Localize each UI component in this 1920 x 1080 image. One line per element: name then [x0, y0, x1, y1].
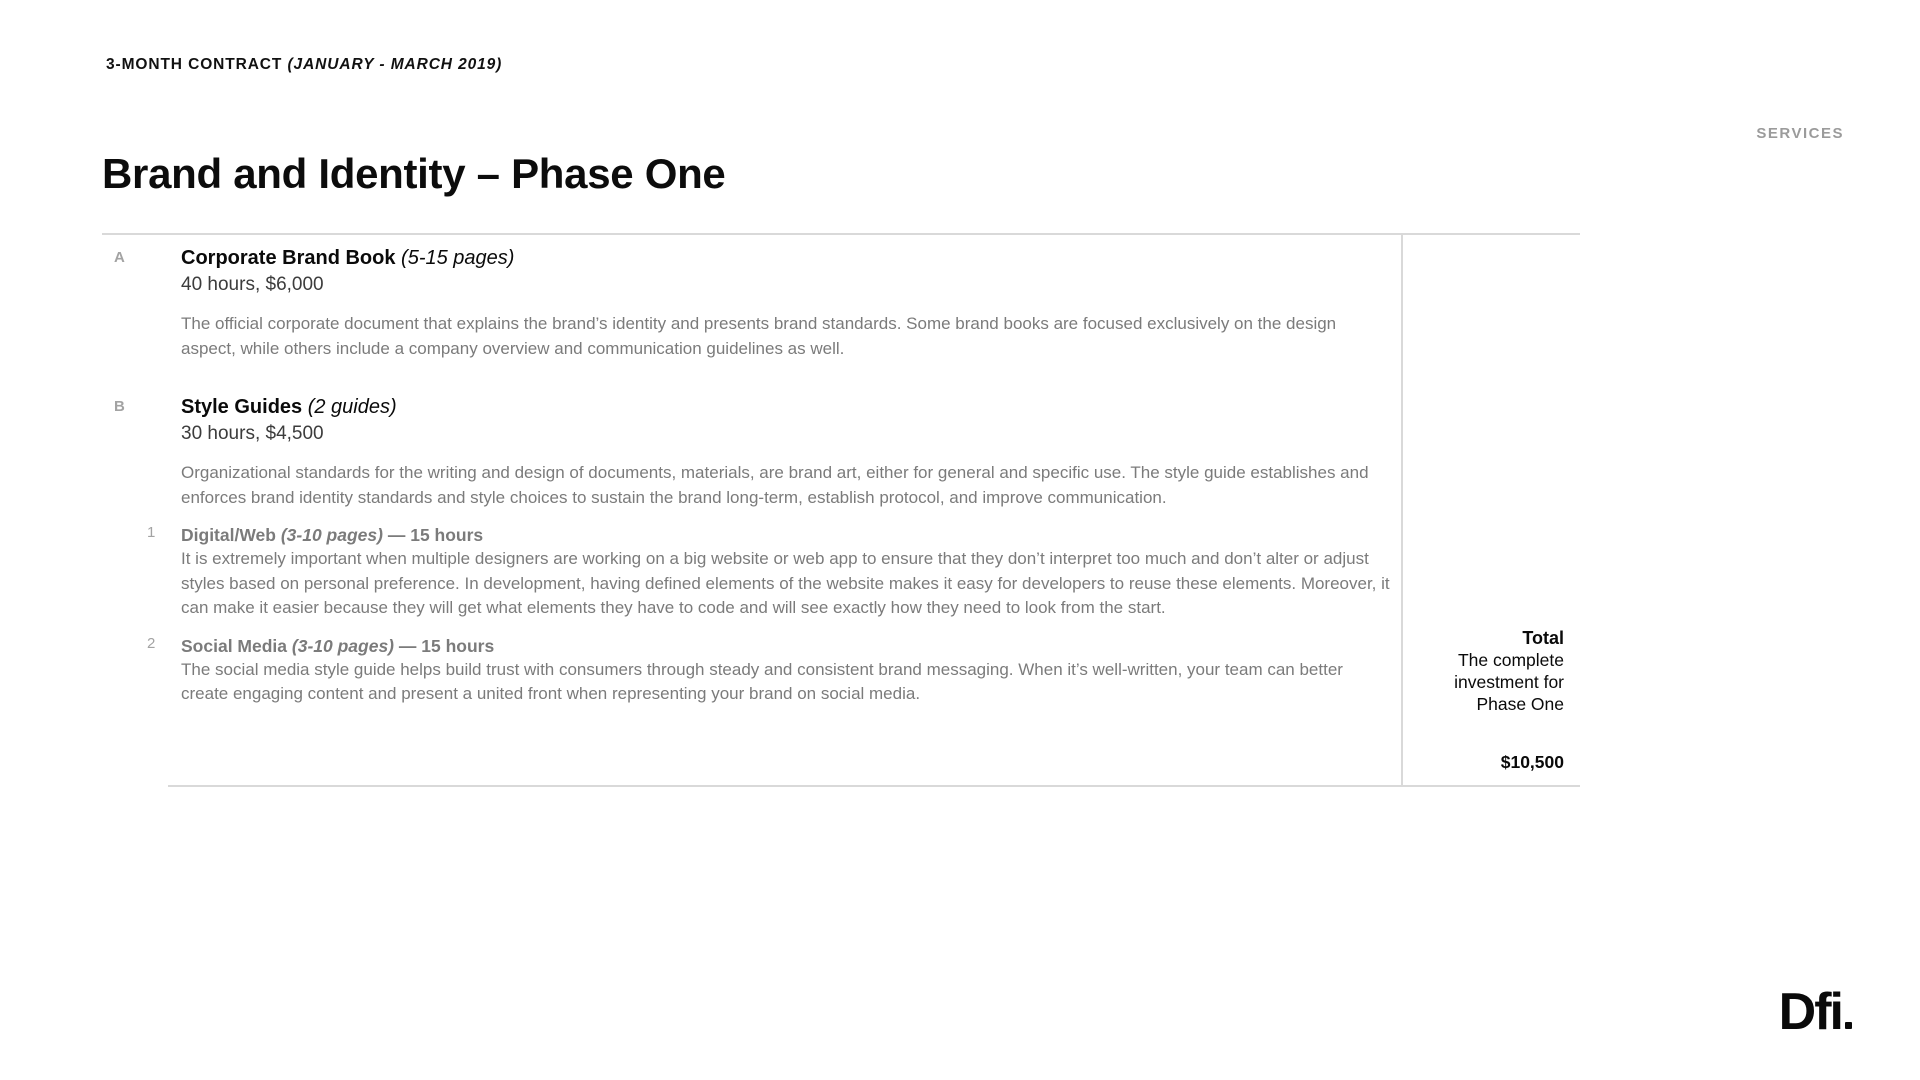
column-divider	[1401, 234, 1403, 785]
total-label: Total	[1522, 628, 1564, 648]
subitem-pages: (3-10 pages)	[291, 635, 395, 656]
item-quantity: (5-15 pages)	[401, 247, 515, 269]
subitem-name: Digital/Web	[181, 525, 276, 545]
item-letter: A	[114, 249, 125, 266]
section-label: SERVICES	[1756, 125, 1844, 142]
item-quantity: (2 guides)	[307, 396, 397, 418]
subitem-number: 1	[147, 524, 156, 541]
service-item-corporate-brand-book	[102, 245, 1352, 361]
dfi-logo	[1779, 982, 1852, 1042]
subitem-digital-web	[147, 523, 1391, 621]
contract-label-text: 3-MONTH CONTRACT	[106, 56, 283, 73]
item-hours-price: 30 hours, $4,500	[181, 423, 324, 444]
service-item-style-guides	[102, 394, 1390, 707]
subitem-description: The social media style guide helps build trust with consumers through steady and consistent brand messaging. When it’s well-written, your team can better create engaging content and present a united front when representing your brand on social media.	[181, 659, 1343, 703]
top-divider	[102, 233, 1580, 235]
item-title	[181, 245, 1352, 271]
item-letter: B	[114, 398, 125, 415]
subitem-name: Social Media	[181, 635, 288, 656]
contract-period: (JANUARY - MARCH 2019)	[287, 56, 503, 73]
subitem-social-media	[147, 634, 1391, 707]
subitem-title	[181, 634, 1391, 658]
subitem-number: 2	[147, 634, 156, 652]
subitem-title	[181, 523, 1391, 547]
subitem-pages: (3-10 pages)	[280, 525, 383, 545]
item-title	[181, 394, 1352, 420]
total-description: The complete investment for Phase One	[1454, 650, 1564, 714]
logo-dot	[1845, 1022, 1852, 1029]
total-amount: $10,500	[1500, 752, 1564, 772]
contract-label	[106, 56, 502, 74]
subitem-hours: — 15 hours	[387, 525, 484, 545]
bottom-divider	[168, 785, 1580, 787]
total-summary	[1408, 627, 1564, 773]
item-body	[181, 245, 1352, 361]
logo-text: Dfi	[1778, 983, 1842, 1041]
item-description: The official corporate document that explains the brand’s identity and presents brand standards. Some brand books are focused exclusively on the design aspect, while others include a company overview and communication guidelines as well.	[181, 314, 1337, 358]
item-hours-price: 40 hours, $6,000	[181, 274, 324, 295]
item-description: Organizational standards for the writing and design of documents, materials, are brand art, either for general and specific use. The style guide establishes and enforces brand identity standards and style choices to sustain the brand long-term, establish protocol, and improve communication.	[181, 463, 1369, 507]
subitem-hours: — 15 hours	[398, 635, 495, 656]
subitem-description: It is extremely important when multiple designers are working on a big website or web app to ensure that they don’t interpret too much and don’t alter or adjust styles based on personal preference. In development, having defined elements of the website makes it easy for developers to reuse these elements. Moreover, it can make it easier because they will get what elements they have to code and will see exactly how they need to look from the start.	[181, 549, 1390, 617]
page-title: Brand and Identity – Phase One	[102, 150, 726, 197]
item-name: Style Guides	[181, 396, 303, 418]
item-body	[147, 394, 1390, 707]
item-name: Corporate Brand Book	[181, 247, 396, 269]
